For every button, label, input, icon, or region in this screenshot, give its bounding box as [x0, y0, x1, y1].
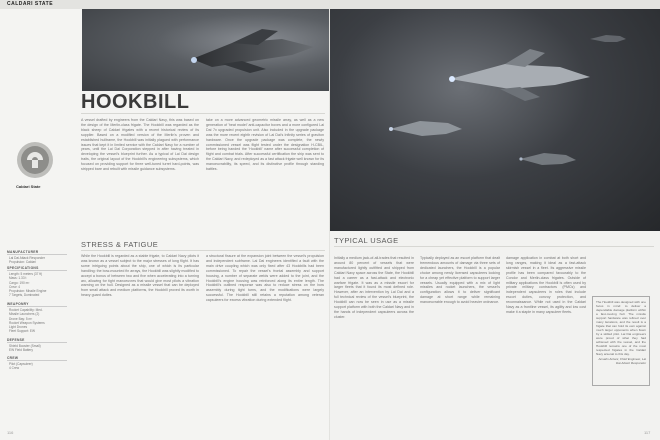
sidebar-item: Rocket Weapon Systems — [9, 320, 45, 325]
caldari-emblem-icon — [15, 140, 55, 180]
quote-signature: Ansalin Arkani, Chief Engineer, Lai Dai Attack Responder — [598, 357, 646, 365]
running-header — [0, 0, 330, 9]
sidebar-heading: MANUFACTURER — [7, 250, 67, 255]
sidebar-item: Cargo: 190 m³ — [9, 280, 30, 285]
sidebar-item: Drone Bay: 5 m³ — [9, 316, 33, 321]
section-rule — [334, 246, 654, 247]
sidebar-item: Light Drones — [9, 325, 28, 330]
sidebar-item: Shield Booster (Small) — [9, 344, 41, 349]
sidebar-item: Propulsion: Missile Engine — [9, 289, 47, 294]
sidebar-section-crew — [7, 356, 67, 371]
quote-box — [592, 296, 650, 386]
page-title: HOOKBILL — [81, 91, 190, 113]
intro-column-2: take on a more advanced geometric missile array, as well as a new generation of 'heat model' anti-capacitor boxes and a more configured Lai Dai 7x upgraded propulsion unit. Also included in the upgrade package was the more recent eighth revision of Lai Dai's Infinity series of graviton hardware. Once the upgrade package was complete, the newly commissioned vessel was flight tested under the designation H-CBIL, before being handed the 'Hookbill' name after successful completion of flight and combat trials. After successful certification the ship was sent to the Caldari Navy, and redeployed as a fast attack frigate well known for its manoeuvrability, its speed, and its distinctive profile through standing battles. — [206, 118, 324, 172]
sidebar-section-defense — [7, 338, 67, 353]
sidebar-item: 4 Crew — [9, 366, 20, 371]
sidebar-item: Missile Launchers (2) — [9, 312, 40, 317]
sidebar-heading: DEFENSE — [7, 338, 67, 343]
page-number-left: 116 — [7, 430, 14, 435]
section-heading-typical: TYPICAL USAGE — [334, 236, 399, 245]
sidebar-item: Propulsion: Caldari — [9, 260, 36, 265]
typical-column-1: Initially a medium jack-of-all-trades that resulted in around 80 percent of vessels that were manufactured lightly outfitted and shipped from Caldari Navy space across the State, the Hookbill had a career as a fast-attack and electronic warfare frigate. It was as a missile escort for larger fleets that it found its most defined role. However, after an intervention by Lai Dai and a full technical review of the vessel's blueprint, the Hookbill can now be seen in use as a missile support platform with both the Caldari Navy and in the hands of independent capsuleers across the cluster. — [334, 256, 414, 319]
page-number-right: 117 — [644, 430, 651, 435]
stress-column-1: While the Hookbill is regarded as a stable frigate, to Caldari Navy pilots it was known as a vessel subject to the major stresses of long flight. It has some intriguing points about the ship, one of which is its particular handling: the bow-mounted fin arrays, the Hookbill was slightly modified to accept a bonus of between two and five when accelerating into a turning arc, allowing for tight manoeuvres that would give most pilots a vibration warning on the hull. Designed as a missile vessel that can be deployed from small attack and medium platforms, the Hookbill proved its worth in heavy guard duties. — [81, 254, 199, 298]
sidebar-section-weaponry — [7, 302, 67, 333]
sidebar-item: Fleet Support: EW — [9, 329, 36, 334]
running-header-right — [330, 0, 660, 9]
hero-image — [82, 9, 330, 91]
sidebar-heading: CREW — [7, 356, 67, 361]
title-rule — [81, 113, 325, 114]
sidebar-item: Lai Dai Attack Responder — [9, 256, 45, 261]
quote-text: The Hookbill was designed with one focus in mind: to deliver a dependable damage platform within a fast-moving hull. The missile support hardware was refined over many iterations, and the result is a frigate that can hold its own against much larger opponents when flown by a skilled pilot. Lai Dai engineers were proud of what they had achieved with the vessel, and the Hookbill remains one of the most respected frigates in the Caldari Navy arsenal to this day. — [596, 300, 646, 356]
sidebar-item: Crew: 4 — [9, 284, 20, 289]
intro-column-1: A vessel drafted by engineers from the Caldari Navy, this was based on the design of the Merlin-class frigate. The Hookbill was regarded as the black sheep of Caldari frigates with a recent historical review of its supplier. Based on a modified version of the Merlin's proven and established hulltrame, the Hookbill was initially plagued with performance issues that kept it in limited service with the Caldari Navy for a number of years, until the Lai Dai Corporation stepped in after having treated in developing the vessel's blueprint further. As a typical of Lai Dai design traits, the original layout of the Hookbill's engineering subsystems, which focused on providing support for three well-tuned turret hard-points, was stripped bare and rebuilt with missile guidance subsystems. — [81, 118, 199, 172]
sidebar-section-specifications — [7, 266, 67, 297]
section-heading-stress: STRESS & FATIGUE — [81, 240, 159, 249]
ship-illustration — [82, 9, 330, 91]
right-page — [330, 0, 660, 440]
hero-image-right — [330, 9, 660, 231]
section-rule — [81, 250, 325, 251]
sidebar-item: Pilot (Capsuleer) — [9, 362, 33, 367]
typical-column-2: Typically deployed as an escort platform that dealt tremendous amounts of damage via three sets of dedicated launchers, the Hookbill is a popular choice among newly licensed capsuleers looking for a cheap yet effective platform to support larger vessels. Usually equipped with a mix of light missiles and rocket launchers, the vessel's configuration allows it to deliver significant damage at short range while remaining manoeuvrable enough to avoid heavier ordnance. — [420, 256, 500, 305]
sidebar-section-manufacturer — [7, 250, 67, 265]
sidebar-item: EW Field Battery — [9, 348, 33, 353]
sidebar-heading: WEAPONRY — [7, 302, 67, 307]
faction-caption: Caldari State — [16, 184, 41, 189]
stress-column-2: a structural fissure at the expansion joint between the vessel's propulsion and independent subframe. Lai Dai engineers identified a fault with the main drive coupling which was only fixed after 43 Hookbills had been commissioned. To repair the vessel's frontal assembly and support housing, a number of separate welds were added to the joint, and the Hookbill's engine housing was reinforced along its entire length. The Hookbill's outlined response was also to reduce stress on the bow assembly during tight turns, and the modifications were largely successful. The Hookbill still retains a reputation among veteran capsuleers for excess vibration during extended flight. — [206, 254, 324, 303]
sidebar-item: Length: 5 meters (37 ft) — [9, 272, 43, 277]
ship-squadron-illustration — [330, 9, 660, 231]
sidebar-heading: SPECIFICATIONS — [7, 266, 67, 271]
sidebar-item: 7 Targets, Dominated — [9, 293, 40, 298]
sidebar-item: Rocket Capability: Med. — [9, 308, 43, 313]
sidebar-item: Mass: 1.33 t — [9, 276, 27, 281]
running-header-label: CALDARI STATE — [7, 1, 54, 7]
typical-column-3: damage application in combat at both short and long ranges, making it ideal as a fast-attack skirmish vessel in a fleet. Its aggressive missile profile has been compared favourably to the Condor and Merlin-class frigates. Outside of military applications the Hookbill is often used by private military contractors (PMCs) and independent capsuleers in roles that include escort duties, convoy protection, and reconnaissance. While not used in the Caldari Navy as a frontline vessel, its agility and low cost make it a staple in many capsuleer fleets. — [506, 256, 586, 314]
